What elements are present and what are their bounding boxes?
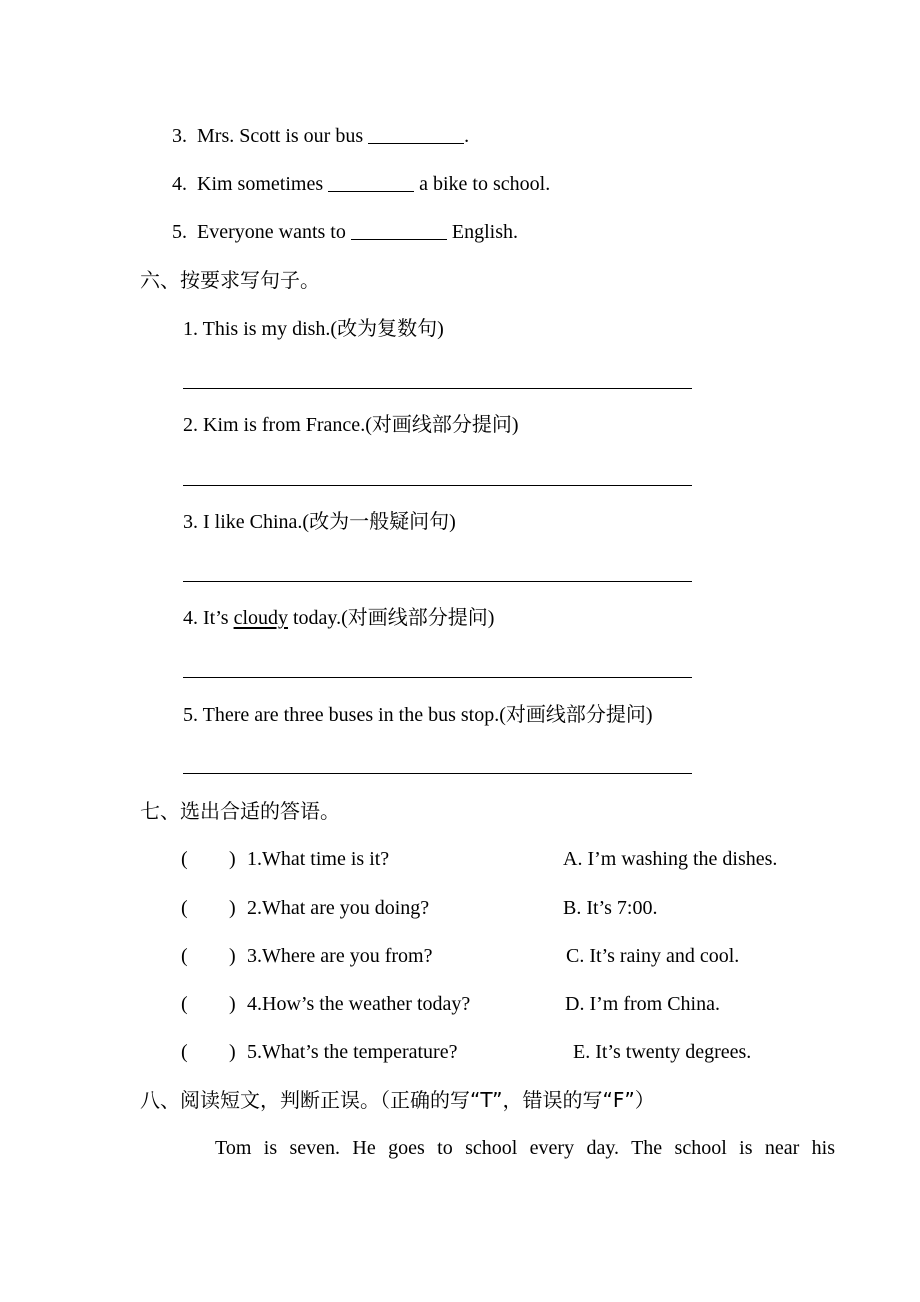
answer-paren-close[interactable]: ) (229, 1041, 236, 1063)
answer-paren-open[interactable]: ( (181, 848, 188, 870)
section-7-title: 七、选出合适的答语。 (140, 799, 340, 823)
answer-paren-close[interactable]: ) (229, 848, 236, 870)
reading-paragraph: Tom is seven. He goes to school every day. The school is near his (215, 1137, 835, 1159)
answer-paren-open[interactable]: ( (181, 897, 188, 919)
rewrite-item-5: 5. There are three buses in the bus stop.(对画线部分提问) (183, 704, 653, 726)
answer-paren-open[interactable]: ( (181, 1041, 188, 1063)
answer-blank[interactable] (351, 219, 447, 240)
question: 2.What are you doing? (247, 897, 430, 919)
answer-paren-close[interactable]: ) (229, 945, 236, 967)
rewrite-item-4: 4. It’s cloudy today.(对画线部分提问) (183, 607, 495, 629)
answer-paren-open[interactable]: ( (181, 945, 188, 967)
section-6-title: 六、按要求写句子。 (140, 268, 320, 292)
rewrite-item-2: 2. Kim is from France.(对画线部分提问) (183, 414, 519, 436)
answer-blank[interactable] (368, 123, 464, 144)
answer-paren-close[interactable]: ) (229, 993, 236, 1015)
fill-blank-item-4: 4. Kim sometimes a bike to school. (172, 173, 551, 195)
answer-line[interactable] (183, 485, 692, 486)
question: 3.Where are you from? (247, 945, 433, 967)
answer-option: B. It’s 7:00. (563, 897, 658, 919)
answer-option: D. I’m from China. (565, 993, 720, 1015)
answer-line[interactable] (183, 581, 692, 582)
answer-paren-open[interactable]: ( (181, 993, 188, 1015)
answer-line[interactable] (183, 388, 692, 389)
answer-line[interactable] (183, 773, 692, 774)
question: 4.How’s the weather today? (247, 993, 471, 1015)
answer-option: A. I’m washing the dishes. (563, 848, 778, 870)
answer-paren-close[interactable]: ) (229, 897, 236, 919)
underlined-word: cloudy (233, 607, 288, 629)
section-8-title: 八、阅读短文，判断正误。（正确的写“T”，错误的写“F”） (140, 1088, 655, 1112)
answer-option: E. It’s twenty degrees. (573, 1041, 752, 1063)
question: 1.What time is it? (247, 848, 390, 870)
answer-blank[interactable] (328, 171, 414, 192)
question: 5.What’s the temperature? (247, 1041, 458, 1063)
fill-blank-item-3: 3. Mrs. Scott is our bus . (172, 125, 470, 147)
rewrite-item-3: 3. I like China.(改为一般疑问句) (183, 511, 456, 533)
rewrite-item-1: 1. This is my dish.(改为复数句) (183, 318, 444, 340)
fill-blank-item-5: 5. Everyone wants to English. (172, 221, 518, 243)
answer-line[interactable] (183, 677, 692, 678)
answer-option: C. It’s rainy and cool. (566, 945, 740, 967)
